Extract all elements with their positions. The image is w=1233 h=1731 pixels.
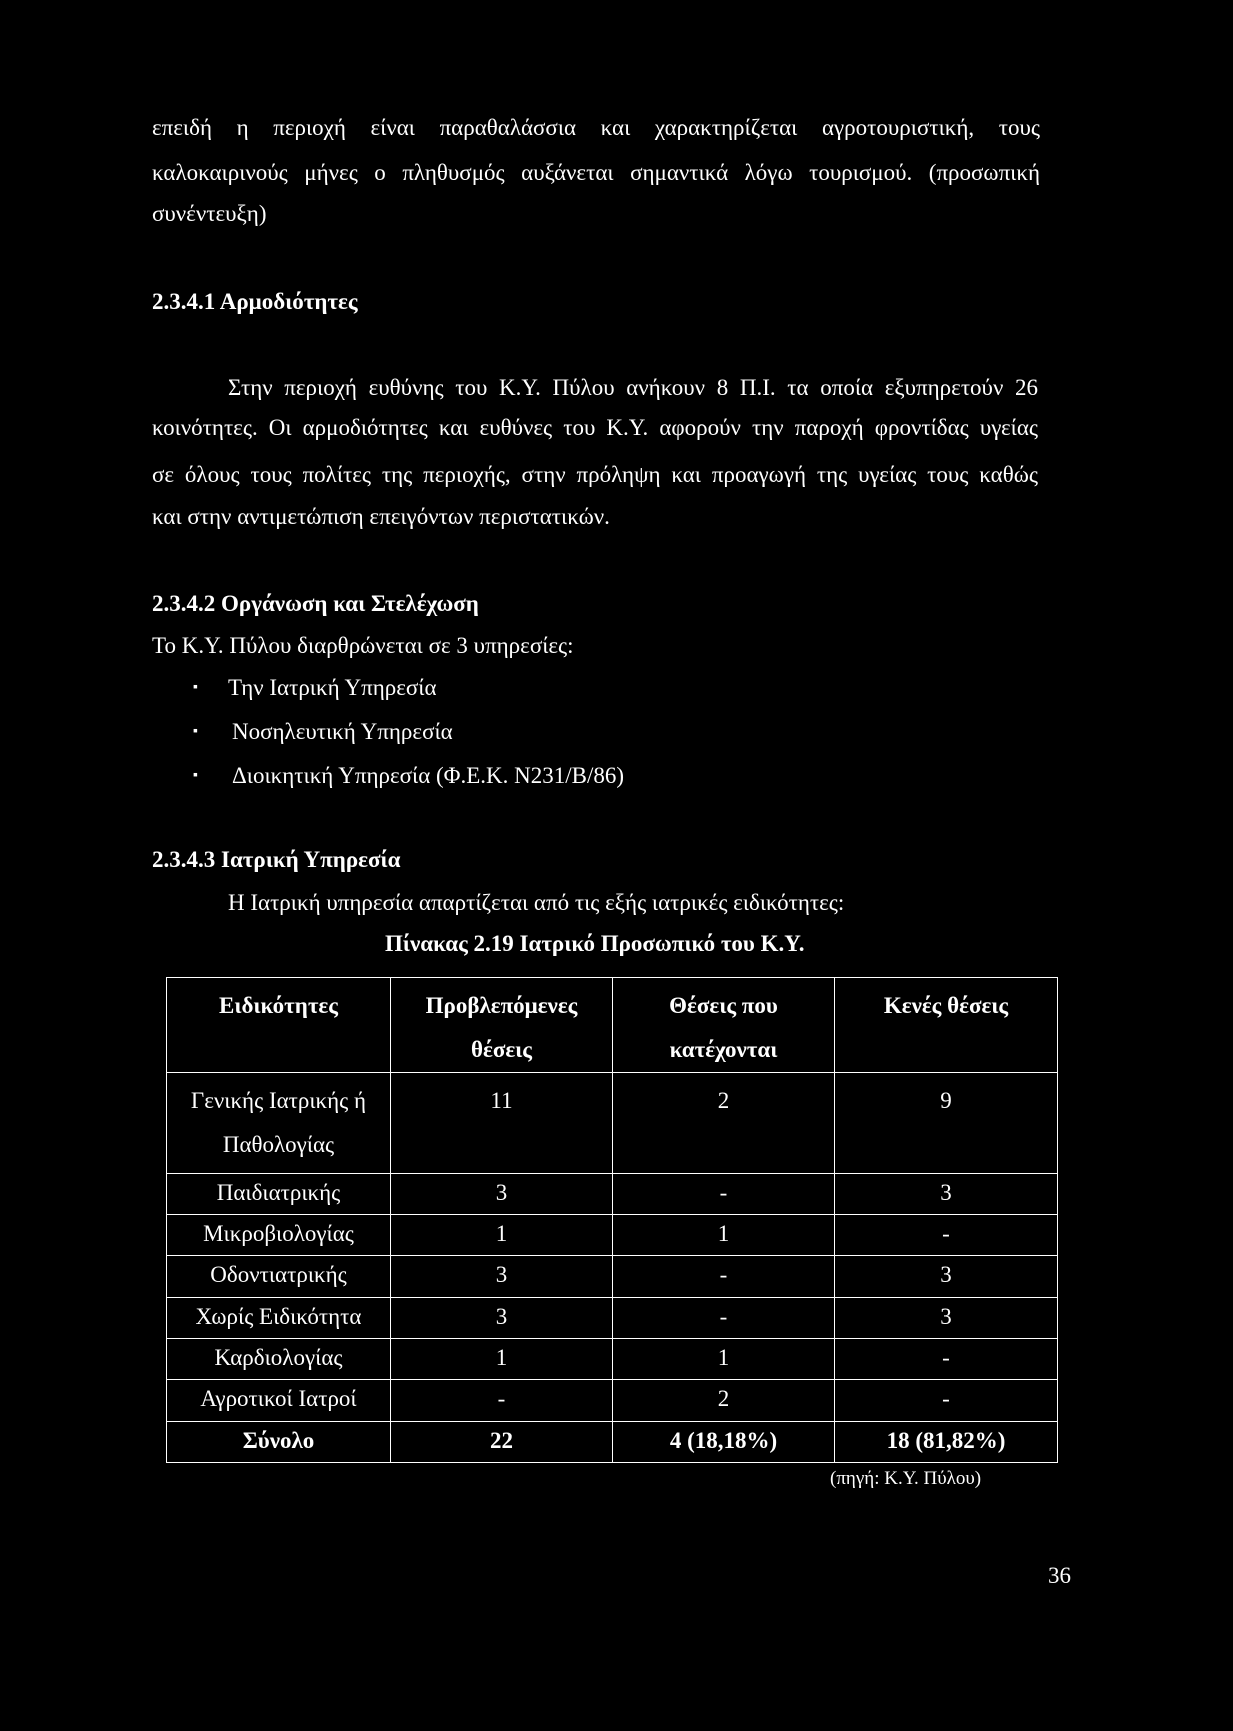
bullet-item-nursing: Νοσηλευτική Υπηρεσία [232, 719, 453, 744]
page-number: 36 [1048, 1563, 1071, 1588]
header-specialty: Ειδικότητες [167, 978, 391, 1073]
table-source: (πηγή: Κ.Υ. Πύλου) [830, 1468, 982, 1489]
cell-vacant: 9 [835, 1073, 1058, 1174]
section1-line-2: κοινότητες. Οι αρμοδιότητες και ευθύνες του Κ.Υ. αφορούν την παροχή φροντίδας υγείας [152, 415, 1038, 440]
section-heading-responsibilities: 2.3.4.1 Αρμοδιότητες [152, 289, 358, 314]
cell-planned: 1 [391, 1338, 613, 1379]
table-header-row [167, 978, 1058, 1073]
cell-planned: 3 [391, 1297, 613, 1338]
header-vacant-positions: Κενές θέσεις [835, 978, 1058, 1073]
table-row [167, 1338, 1058, 1379]
bullet-square-icon: ▪ [193, 680, 198, 695]
cell-vacant: - [835, 1338, 1058, 1379]
table-total-row [167, 1421, 1058, 1462]
cell-filled: - [613, 1173, 835, 1214]
cell-total-planned: 22 [391, 1421, 613, 1462]
cell-planned: 3 [391, 1256, 613, 1297]
cell-filled: 1 [613, 1215, 835, 1256]
cell-planned: - [391, 1380, 613, 1421]
header-filled-positions: Θέσεις που κατέχονται [613, 978, 835, 1073]
bullet-square-icon: ▪ [193, 724, 198, 739]
intro-line-2: καλοκαιρινούς μήνες ο πληθυσμός αυξάνεται σημαντικά λόγω τουρισμού. (προσωπική [152, 160, 1040, 185]
cell-vacant: 3 [835, 1256, 1058, 1297]
cell-vacant: 3 [835, 1297, 1058, 1338]
cell-vacant: - [835, 1215, 1058, 1256]
cell-planned: 11 [391, 1073, 613, 1174]
table-row [167, 1297, 1058, 1338]
cell-specialty: Μικροβιολογίας [167, 1215, 391, 1256]
section2-intro: Το Κ.Υ. Πύλου διαρθρώνεται σε 3 υπηρεσίες: [152, 633, 574, 658]
section-heading-organization: 2.3.4.2 Οργάνωση και Στελέχωση [152, 591, 479, 616]
section1-line-3: σε όλους τους πολίτες της περιοχής, στην πρόληψη και προαγωγή της υγείας τους καθώς [152, 462, 1038, 487]
header-planned-positions: Προβλεπόμενες θέσεις [391, 978, 613, 1073]
cell-filled: - [613, 1256, 835, 1297]
cell-planned: 3 [391, 1173, 613, 1214]
cell-planned: 1 [391, 1215, 613, 1256]
section1-line-4: και στην αντιμετώπιση επειγόντων περιστατικών. [152, 504, 610, 529]
cell-filled: 2 [613, 1380, 835, 1421]
section1-line-1: Στην περιοχή ευθύνης του Κ.Υ. Πύλου ανήκουν 8 Π.Ι. τα οποία εξυπηρετούν 26 [228, 375, 1038, 400]
cell-vacant: - [835, 1380, 1058, 1421]
cell-specialty: Χωρίς Ειδικότητα [167, 1297, 391, 1338]
cell-filled: - [613, 1297, 835, 1338]
bullet-item-medical: Την Ιατρική Υπηρεσία [228, 675, 437, 700]
cell-specialty: Παιδιατρικής [167, 1173, 391, 1214]
intro-line-1: επειδή η περιοχή είναι παραθαλάσσια και χαρακτηρίζεται αγροτουριστική, τους [152, 115, 1040, 140]
section-heading-medical-service: 2.3.4.3 Ιατρική Υπηρεσία [152, 847, 401, 872]
cell-specialty: Καρδιολογίας [167, 1338, 391, 1379]
cell-filled: 2 [613, 1073, 835, 1174]
cell-total-vacant: 18 (81,82%) [835, 1421, 1058, 1462]
cell-filled: 1 [613, 1338, 835, 1379]
table-caption: Πίνακας 2.19 Ιατρικό Προσωπικό του Κ.Υ. [385, 931, 805, 956]
table-row [167, 1256, 1058, 1297]
bullet-item-administrative: Διοικητική Υπηρεσία (Φ.Ε.Κ. Ν231/Β/86) [232, 763, 625, 788]
cell-total-label: Σύνολο [167, 1421, 391, 1462]
table-row [167, 1380, 1058, 1421]
cell-specialty: Οδοντιατρικής [167, 1256, 391, 1297]
table-row [167, 1215, 1058, 1256]
table-row [167, 1073, 1058, 1174]
section3-intro: Η Ιατρική υπηρεσία απαρτίζεται από τις εξής ιατρικές ειδικότητες: [228, 890, 845, 915]
intro-line-3: συνέντευξη) [152, 201, 267, 226]
medical-staff-table [166, 977, 1058, 1463]
table-row [167, 1173, 1058, 1214]
cell-specialty: Γενικής Ιατρικής ή Παθολογίας [167, 1073, 391, 1174]
bullet-square-icon: ▪ [193, 768, 198, 783]
cell-vacant: 3 [835, 1173, 1058, 1214]
cell-total-filled: 4 (18,18%) [613, 1421, 835, 1462]
cell-specialty: Αγροτικοί Ιατροί [167, 1380, 391, 1421]
